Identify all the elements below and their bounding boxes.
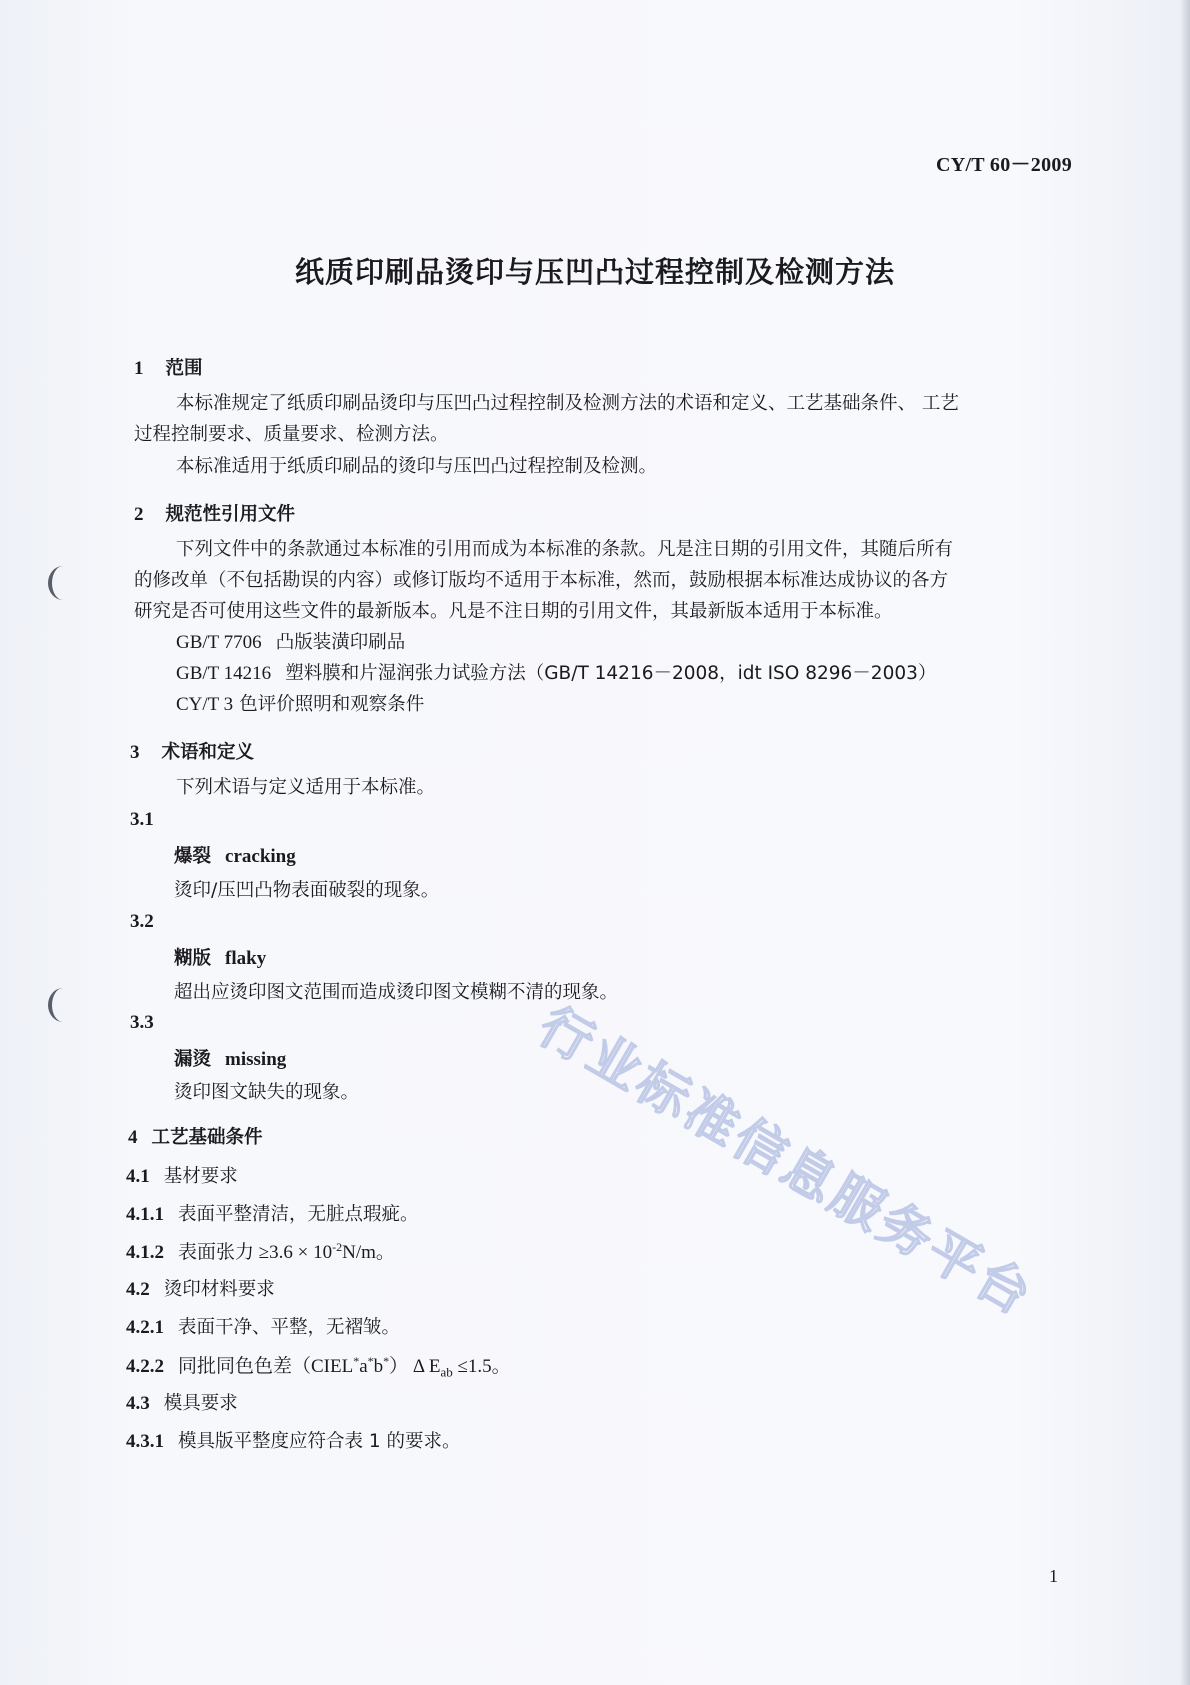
term-heading: 糊版 flaky bbox=[174, 948, 267, 969]
normative-reference: GB/T 14216 塑料膜和片湿润张力试验方法（GB/T 14216－2008，idt ISO 8296－2003） bbox=[176, 663, 937, 684]
section-1-paragraph-line: 过程控制要求、质量要求、检测方法。 bbox=[134, 424, 449, 445]
term-heading: 爆裂 cracking bbox=[174, 846, 296, 867]
term-number: 3.3 bbox=[130, 1012, 154, 1033]
term-number: 3.2 bbox=[130, 911, 154, 932]
section-1-paragraph-line: 本标准规定了纸质印刷品烫印与压凹凸过程控制及检测方法的术语和定义、工艺基础条件、 工艺 bbox=[176, 393, 959, 414]
document-title: 纸质印刷品烫印与压凹凸过程控制及检测方法 bbox=[294, 255, 895, 289]
binding-hole-mark bbox=[48, 988, 78, 1022]
standard-code: CY/T 60－2009 bbox=[935, 154, 1072, 176]
clause: 4.1.2 表面张力 $\ge 3.6 \times 10^{-2}N/m$。 bbox=[126, 1239, 395, 1263]
term-number: 3.1 bbox=[130, 809, 154, 830]
section-1-paragraph: 本标准适用于纸质印刷品的烫印与压凹凸过程控制及检测。 bbox=[176, 456, 658, 477]
normative-reference: GB/T 7706 凸版装潢印刷品 bbox=[176, 632, 406, 653]
clause: 4.2.2 同批同色色差（CIEL*a*b*） Δ $E_{ab} \le 1.5$。 bbox=[126, 1353, 511, 1380]
term-definition: 烫印/压凹凸物表面破裂的现象。 bbox=[174, 880, 440, 901]
section-2-heading: 2 规范性引用文件 bbox=[134, 504, 296, 525]
section-3-heading: 3 术语和定义 bbox=[130, 742, 255, 763]
watermark-text: 行业标准信息服务平台 bbox=[528, 996, 1044, 1329]
section-3-intro: 下列术语与定义适用于本标准。 bbox=[176, 777, 436, 798]
section-2-paragraph-line: 下列文件中的条款通过本标准的引用而成为本标准的条款。凡是注日期的引用文件，其随后所有 bbox=[176, 539, 954, 560]
term-definition: 超出应烫印图文范围而造成烫印图文模糊不清的现象。 bbox=[174, 982, 619, 1003]
page-number: 1 bbox=[1049, 1566, 1058, 1586]
subsection-heading: 4.1 基材要求 bbox=[126, 1166, 238, 1187]
normative-reference: CY/T 3 色评价照明和观察条件 bbox=[176, 694, 425, 715]
clause: 4.2.1 表面干净、平整，无褶皱。 bbox=[126, 1317, 401, 1338]
section-1-heading: 1 范围 bbox=[134, 358, 203, 379]
section-4-heading: 4 工艺基础条件 bbox=[128, 1127, 263, 1148]
section-2-paragraph-line: 的修改单（不包括勘误的内容）或修订版均不适用于本标准，然而，鼓励根据本标准达成协议的各方 bbox=[134, 570, 949, 591]
section-2-paragraph-line: 研究是否可使用这些文件的最新版本。凡是不注日期的引用文件，其最新版本适用于本标准。 bbox=[134, 601, 893, 622]
term-heading: 漏烫 missing bbox=[174, 1049, 287, 1070]
subsection-heading: 4.2 烫印材料要求 bbox=[126, 1279, 275, 1300]
term-definition: 烫印图文缺失的现象。 bbox=[174, 1082, 360, 1103]
clause: 4.1.1 表面平整清洁，无脏点瑕疵。 bbox=[126, 1204, 419, 1225]
binding-hole-mark bbox=[48, 566, 78, 600]
clause: 4.3.1 模具版平整度应符合表 1 的要求。 bbox=[126, 1431, 461, 1452]
subsection-heading: 4.3 模具要求 bbox=[126, 1393, 238, 1414]
